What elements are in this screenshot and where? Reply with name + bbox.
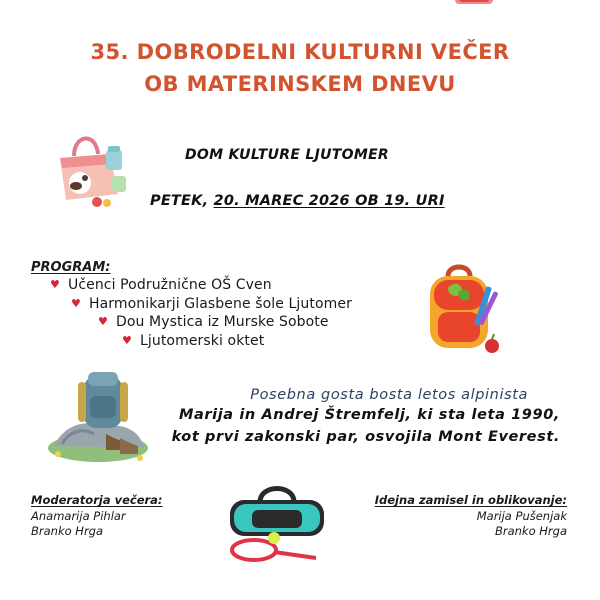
moderator-name: Branko Hrga	[31, 524, 104, 538]
program-label: PROGRAM:	[31, 260, 111, 275]
event-date	[150, 193, 445, 209]
top-decoration-icon	[453, 0, 495, 8]
designer-name: Marija Pušenjak	[476, 509, 567, 523]
tennis-racket-icon	[274, 552, 316, 558]
heart-icon: ♥	[122, 334, 132, 347]
date-prefix: PETEK,	[150, 193, 214, 209]
program-item: ♥ Učenci Podružnične OŠ Cven	[50, 277, 272, 293]
program-item: ♥ Harmonikarji Glasbene šole Ljutomer	[71, 296, 352, 312]
design-heading: Idejna zamisel in oblikovanje:	[374, 493, 567, 507]
guest-achievement: kot prvi zakonski par, osvojila Mont Everest.	[171, 429, 560, 445]
venue-name: DOM KULTURE LJUTOMER	[185, 147, 390, 163]
guest-intro: Posebna gosta bosta letos alpinista	[250, 387, 528, 403]
school-backpack-icon	[418, 262, 506, 358]
heart-icon: ♥	[71, 297, 81, 310]
guest-names: Marija in Andrej Štremfelj, ki sta leta 1990,	[178, 407, 560, 423]
event-title-line-2: OB MATERINSKEM DNEVU	[144, 72, 456, 96]
shopping-bag-icon	[52, 128, 132, 208]
moderators-heading: Moderatorja večera:	[31, 493, 163, 507]
sports-bag-icon	[224, 480, 330, 564]
designer-name: Branko Hrga	[494, 524, 567, 538]
hiking-backpack-icon	[44, 368, 152, 468]
date-text: 20. MAREC 2026 OB 19. URI	[213, 193, 445, 209]
heart-icon: ♥	[98, 315, 108, 328]
event-title-line-1: 35. DOBRODELNI KULTURNI VEČER	[90, 40, 510, 64]
program-item: ♥ Dou Mystica iz Murske Sobote	[98, 314, 329, 330]
program-item: ♥ Ljutomerski oktet	[122, 333, 265, 349]
moderator-name: Anamarija Pihlar	[31, 509, 126, 523]
heart-icon: ♥	[50, 278, 60, 291]
